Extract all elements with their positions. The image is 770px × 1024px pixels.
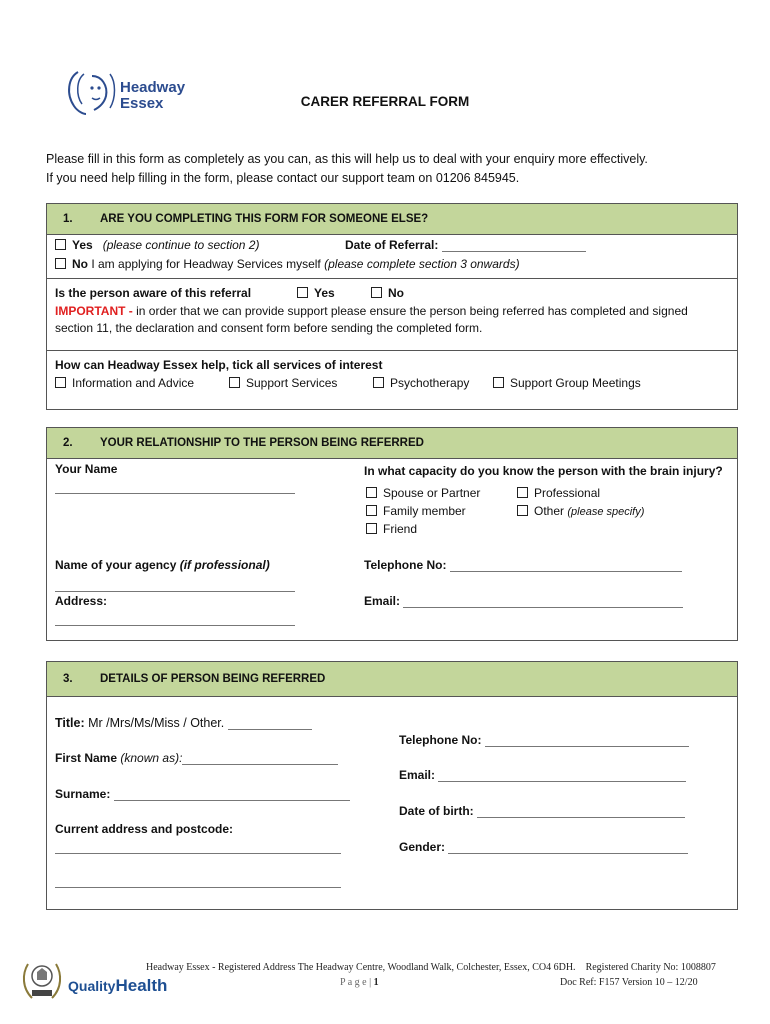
gender-field[interactable] xyxy=(399,840,688,854)
section-1 xyxy=(46,203,738,410)
section-2-heading: YOUR RELATIONSHIP TO THE PERSON BEING REFERRED xyxy=(100,437,424,449)
form-title: CARER REFERRAL FORM xyxy=(300,94,470,109)
agency-label xyxy=(55,558,270,572)
no-text: I am applying for Headway Services myself xyxy=(91,257,321,271)
section-3-number: 3. xyxy=(63,673,73,685)
section-2-number: 2. xyxy=(63,437,73,449)
dob-label: Date of birth: xyxy=(399,804,474,818)
gender-line[interactable] xyxy=(448,842,688,854)
aware-no-option[interactable] xyxy=(371,286,404,300)
footer-address xyxy=(146,962,716,973)
service-label: Support Services xyxy=(246,376,338,390)
quality-health-prefix: Quality xyxy=(68,978,116,994)
option-label: Friend xyxy=(383,522,418,536)
current-address-line[interactable] xyxy=(55,842,341,854)
service-support-group-meetings[interactable] xyxy=(493,376,641,390)
important-note xyxy=(55,304,688,318)
date-of-referral[interactable] xyxy=(345,238,586,252)
aware-yes-option[interactable] xyxy=(297,286,335,300)
current-address-field-1[interactable] xyxy=(55,840,341,854)
capacity-question: In what capacity do you know the person with the brain injury? xyxy=(364,464,723,478)
current-address-field-2[interactable] xyxy=(55,874,341,888)
intro-text xyxy=(46,150,746,188)
quality-health-suffix: Health xyxy=(115,976,168,995)
help-label: How can Headway Essex help, tick all services of interest xyxy=(55,358,383,372)
service-label: Information and Advice xyxy=(72,376,195,390)
service-checkbox[interactable] xyxy=(229,377,240,388)
surname-field[interactable] xyxy=(55,787,350,801)
referred-email-label: Email: xyxy=(399,768,436,782)
your-name-field[interactable] xyxy=(55,480,295,494)
current-address-label: Current address and postcode: xyxy=(55,822,234,836)
headway-logo xyxy=(64,68,214,118)
telephone-field[interactable] xyxy=(364,558,682,572)
aware-yes-checkbox[interactable] xyxy=(297,287,308,298)
telephone-line[interactable] xyxy=(450,560,682,572)
surname-label: Surname: xyxy=(55,787,111,801)
other-note: (please specify) xyxy=(567,506,645,518)
important-text-1: in order that we can provide support please ensure the person being referred has completed and signed xyxy=(136,304,688,318)
yes-checkbox[interactable] xyxy=(55,239,66,250)
address-label: Address: xyxy=(55,594,108,608)
email-line[interactable] xyxy=(403,596,683,608)
agency-label-text: Name of your agency xyxy=(55,558,177,572)
laurel-seal-icon xyxy=(20,956,64,1004)
referred-telephone-line[interactable] xyxy=(485,735,689,747)
email-label: Email: xyxy=(364,594,401,608)
option-label: Spouse or Partner xyxy=(383,486,481,500)
logo-line2: Essex xyxy=(120,95,164,112)
aware-no-checkbox[interactable] xyxy=(371,287,382,298)
option-other[interactable] xyxy=(517,504,644,518)
option-checkbox[interactable] xyxy=(517,505,528,516)
surname-line[interactable] xyxy=(114,789,350,801)
divider xyxy=(47,350,737,351)
service-label: Support Group Meetings xyxy=(510,376,641,390)
doc-ref: Doc Ref: F157 Version 10 – 12/20 xyxy=(560,977,698,988)
important-label: IMPORTANT - xyxy=(55,304,133,318)
option-label: Family member xyxy=(383,504,466,518)
accreditation-seal xyxy=(20,956,64,1004)
option-label: Professional xyxy=(534,486,601,500)
divider xyxy=(47,278,737,279)
yes-label: Yes xyxy=(72,238,93,252)
footer-address-text: Headway Essex - Registered Address The Headway Centre, Woodland Walk, Colchester, Essex, CO4 6DH. xyxy=(146,962,576,973)
section-2 xyxy=(46,427,738,641)
option-checkbox[interactable] xyxy=(366,523,377,534)
referred-email-line[interactable] xyxy=(438,770,686,782)
section-1-heading: ARE YOU COMPLETING THIS FORM FOR SOMEONE ELSE? xyxy=(100,213,429,225)
service-checkbox[interactable] xyxy=(55,377,66,388)
title-field[interactable] xyxy=(55,716,312,730)
first-name-note: (known as): xyxy=(120,751,183,765)
intro-line2: If you need help filling in the form, please contact our support team on 01206 845945. xyxy=(46,171,520,185)
option-family[interactable] xyxy=(366,504,466,518)
service-psychotherapy[interactable] xyxy=(373,376,469,390)
section-3 xyxy=(46,661,738,910)
section-3-header xyxy=(47,662,737,697)
service-information-advice[interactable] xyxy=(55,376,194,390)
no-label: No xyxy=(72,257,88,271)
date-of-referral-field[interactable] xyxy=(442,240,586,252)
title-label: Title: xyxy=(55,716,85,730)
option-checkbox[interactable] xyxy=(517,487,528,498)
no-checkbox[interactable] xyxy=(55,258,66,269)
logo-line1: Headway xyxy=(120,79,186,96)
option-checkbox[interactable] xyxy=(366,505,377,516)
service-checkbox[interactable] xyxy=(493,377,504,388)
agency-note: (if professional) xyxy=(179,558,270,572)
your-name-label: Your Name xyxy=(55,462,118,476)
address-field[interactable] xyxy=(55,612,295,626)
option-professional[interactable] xyxy=(517,486,600,500)
section-3-heading: DETAILS OF PERSON BEING REFERRED xyxy=(100,673,326,685)
dob-line[interactable] xyxy=(477,806,685,818)
telephone-label: Telephone No: xyxy=(364,558,447,572)
dob-field[interactable] xyxy=(399,804,685,818)
service-checkbox[interactable] xyxy=(373,377,384,388)
yes-option[interactable] xyxy=(55,238,259,252)
intro-line1: Please fill in this form as completely as you can, as this will help us to deal with your enquiry more effectively. xyxy=(46,152,648,166)
first-name-label: First Name xyxy=(55,751,118,765)
aware-label: Is the person aware of this referral xyxy=(55,286,252,300)
page-label: P a g e | xyxy=(340,977,372,988)
gender-label: Gender: xyxy=(399,840,446,854)
referred-email-field[interactable] xyxy=(399,768,686,782)
first-name-field[interactable] xyxy=(55,751,338,765)
referred-telephone-label: Telephone No: xyxy=(399,733,482,747)
aware-no-label: No xyxy=(388,286,404,300)
footer-charity: Registered Charity No: 1008807 xyxy=(585,962,716,973)
option-friend[interactable] xyxy=(366,522,417,536)
agency-field[interactable] xyxy=(55,578,295,592)
yes-note: (please continue to section 2) xyxy=(102,238,260,252)
first-name-line[interactable] xyxy=(182,753,338,765)
important-text-2: section 11, the declaration and consent form before sending the completed form. xyxy=(55,321,483,335)
no-option[interactable] xyxy=(55,257,520,271)
option-label: Other xyxy=(534,504,565,518)
page-number-value: 1 xyxy=(373,977,379,988)
service-label: Psychotherapy xyxy=(390,376,470,390)
address-line[interactable] xyxy=(55,614,295,626)
service-support-services[interactable] xyxy=(229,376,337,390)
section-2-header xyxy=(47,428,737,459)
your-name-line[interactable] xyxy=(55,482,295,494)
no-note: (please complete section 3 onwards) xyxy=(324,257,520,271)
aware-yes-label: Yes xyxy=(314,286,335,300)
page-number xyxy=(340,977,379,988)
title-options: Mr /Mrs/Ms/Miss / Other. xyxy=(88,716,225,730)
agency-line[interactable] xyxy=(55,580,295,592)
option-spouse[interactable] xyxy=(366,486,480,500)
head-profile-icon xyxy=(64,68,118,118)
section-1-header xyxy=(47,204,737,235)
referred-telephone-field[interactable] xyxy=(399,733,689,747)
quality-health-logo xyxy=(68,976,167,996)
section-1-number: 1. xyxy=(63,213,73,225)
current-address-line[interactable] xyxy=(55,876,341,888)
option-checkbox[interactable] xyxy=(366,487,377,498)
title-line[interactable] xyxy=(228,718,312,730)
date-of-referral-label: Date of Referral: xyxy=(345,238,439,252)
email-field[interactable] xyxy=(364,594,683,608)
